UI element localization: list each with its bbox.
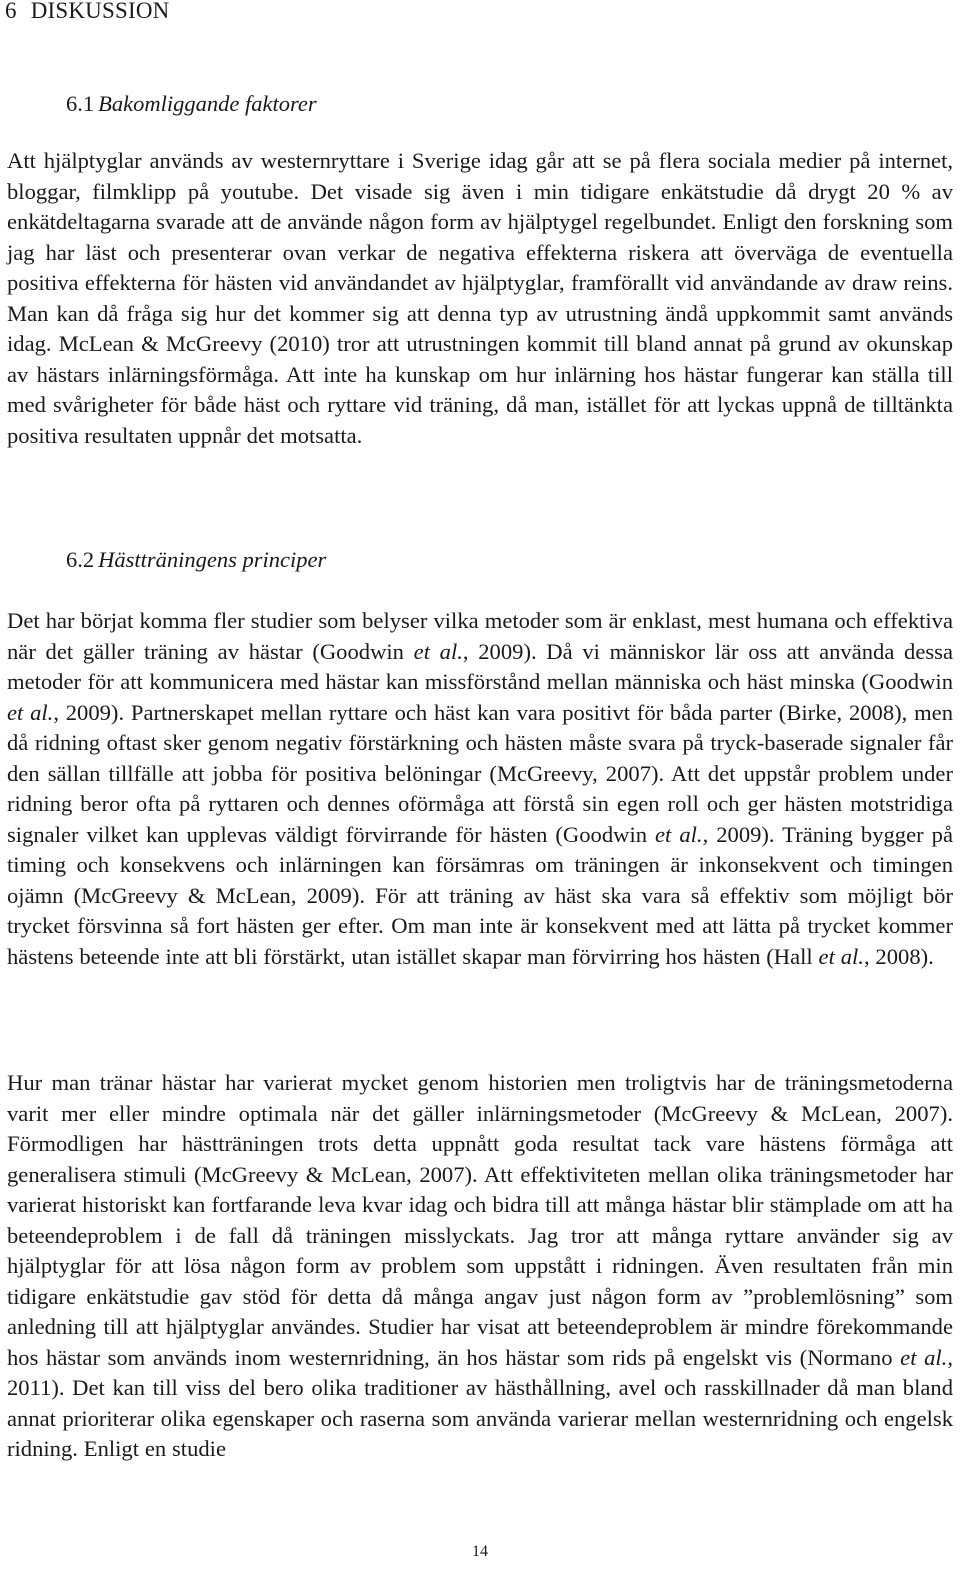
page-number: 14 — [472, 1543, 488, 1560]
chapter-title: DISKUSSION — [30, 0, 170, 23]
section-number: 6.1 — [66, 91, 95, 116]
italic-run: et al. — [413, 638, 463, 664]
paragraph — [7, 146, 953, 451]
chapter-number: 6 — [5, 0, 17, 23]
paragraph — [7, 1068, 953, 1465]
text-run: Hur man tränar hästar har varierat mycket genom historien men troligtvis har de träningsmetoderna varit mer eller mindre optimala när det gäller inlärningsmetoder (McGreevy & McLean, 2007). Förmodligen har hästträningen trots detta uppnått goda resultat tack vare hästens förmåga att generalisera stimuli (McGreevy & McLean, 2007). Att effektiviteten mellan olika träningsmetoder har varierat historiskt kan fortfarande leva kvar idag och bidra till att många hästar blir stämplade om att ha beteendeproblem i de fall då träningen misslyckats. Jag tror att många ryttare använder sig av hjälptyglar för att lösa någon form av problem som uppstått i ridningen. Även resultaten från min tidigare enkätstudie gav stöd för detta då många angav just någon form av ”problemlösning” som anledning till att hjälptyglar användes. Studier har visat att beteendeproblem är mindre förekommande hos hästar som används inom westernridning, än hos hästar som rids på engelskt vis (Normano — [7, 1070, 953, 1370]
text-run: , 2009). Då vi människor lär oss att använda dessa metoder för att kommunicera med hästar kan missförstånd mellan människa och häst minska (Goodwin — [7, 638, 954, 694]
italic-run: et al. — [900, 1344, 948, 1370]
section-title: Bakomliggande faktorer — [98, 91, 317, 116]
text-run: , 2008). — [863, 943, 934, 969]
chapter-heading — [5, 0, 169, 28]
italic-run: et al., — [655, 821, 709, 847]
section-heading-6-2 — [66, 544, 326, 576]
text-run: , 2011). Det kan till viss del bero olika traditioner av hästhållning, avel och rasskillnader då man bland annat prioriterar olika egenskaper och raserna som använda varierar mellan westernridning och engelsk ridning. Enligt en studie — [7, 1344, 953, 1461]
text-run: Det har börjat komma fler studier som belyser vilka metoder som är enklast, mest humana och effektiva när det gäller träning av hästar (Goodwin — [7, 608, 953, 664]
text-run: Att hjälptyglar används av westernryttare i Sverige idag går att se på flera sociala medier på internet, bloggar, filmklipp på youtube. Det visade sig även i min tidigare enkätstudie då drygt 20 % av enkätdeltagarna svarade att de använde någon form av hjälptygel regelbundet. Enligt den forskning som jag har läst och presenterar ovan verkar de negativa effekterna riskera att överväga de eventuella positiva effekterna för hästen vid användandet av hjälptyglar, framförallt vid användande av draw reins. Man kan då fråga sig hur det kommer sig att denna typ av utrustning ändå uppkommit samt används idag. McLean & McGreevy (2010) tror att utrustningen kommit till bland annat på grund av okunskap av hästars inlärningsförmåga. Att inte ha kunskap om hur inlärning hos hästar fungerar kan ställa till med svårigheter för både häst och ryttare vid träning, då man, istället för att lyckas uppnå de tilltänkta positiva resultaten uppnår det motsatta. — [7, 148, 953, 448]
paragraph — [7, 606, 953, 972]
italic-run: et al. — [7, 699, 54, 725]
section-title: Hästträningens principer — [98, 547, 327, 572]
italic-run: et al. — [818, 943, 864, 969]
section-number: 6.2 — [66, 547, 95, 572]
text-run: , 2009). Partnerskapet mellan ryttare och häst kan vara positivt för båda parter (Birke, 2008), men då ridning oftast sker genom negativ förstärkning och hästen måste svara på tryck-baserade signaler får den sällan tillfälle att jobba för positiva belöningar (McGreevy, 2007). Att det uppstår problem under ridning beror ofta på ryttaren och dennes oförmåga att förstå sin egen roll och ger hästen motstridiga signaler vilket kan upplevas väldigt förvirrande för hästen (Goodwin — [7, 699, 953, 847]
section-heading-6-1 — [66, 88, 317, 120]
text-run: 2009). Träning bygger på timing och konsekvens och inlärningen kan försämras om träningen är inkonsekvent och timingen ojämn (McGreevy & McLean, 2009). För att träning av häst ska vara så effektiv som möjligt bör trycket försvinna så fort hästen ger efter. Om man inte är konsekvent med att lätta på trycket kommer hästens beteende inte att bli förstärkt, utan istället skapar man förvirring hos hästen (Hall — [7, 821, 953, 969]
